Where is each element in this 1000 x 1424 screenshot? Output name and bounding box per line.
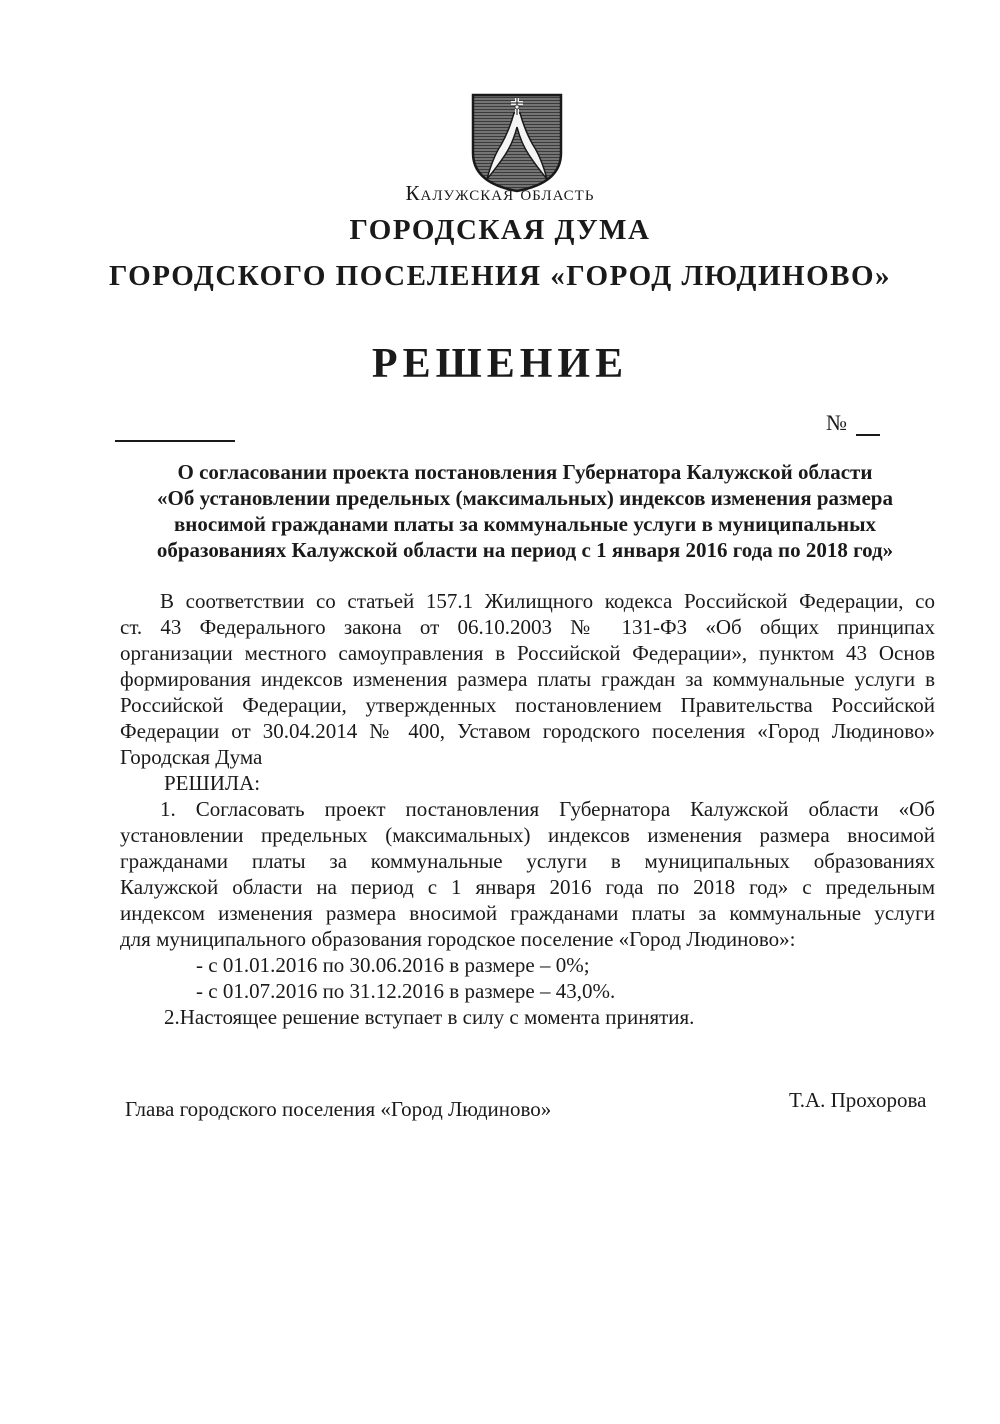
subject-line: образованиях Калужской области на период с 1 января 2016 года по 2018 год»: [156, 538, 894, 562]
council-municipality: ГОРОДСКОГО ПОСЕЛЕНИЯ «ГОРОД ЛЮДИНОВО»: [108, 260, 892, 292]
item1-line: гражданами платы за коммунальные услуги в муниципальных образованиях: [120, 849, 935, 873]
region-name: Калужская область: [405, 181, 595, 205]
subject-line: О согласовании проекта постановления Губернатора Калужской области: [177, 460, 873, 484]
period-line: - с 01.07.2016 по 31.12.2016 в размере – 43,0%.: [196, 979, 616, 1003]
preamble-line: В соответствии со статьей 157.1 Жилищного кодекса Российской Федерации, со: [160, 589, 935, 613]
number-label: №: [826, 410, 847, 435]
item1-line: для муниципального образования городское поселение «Город Людиново»:: [120, 927, 796, 951]
coat-of-arms-icon: [471, 93, 563, 193]
date-blank-line: [115, 440, 235, 442]
council-title: ГОРОДСКАЯ ДУМА: [349, 214, 651, 246]
period-line: - с 01.01.2016 по 30.06.2016 в размере – 0%;: [196, 953, 590, 977]
document-type-title: РЕШЕНИЕ: [371, 341, 629, 387]
item1-line: установлении предельных (максимальных) индексов изменения размера вносимой: [120, 823, 935, 847]
item1-line: Калужской области на период с 1 января 2016 года по 2018 год» с предельным: [120, 875, 935, 899]
resolved-label: РЕШИЛА:: [164, 771, 261, 795]
item1-line: индексом изменения размера вносимой гражданами платы за коммунальные услуги: [120, 901, 935, 925]
preamble-line: Российской Федерации, утвержденных постановлением Правительства Российской: [120, 693, 935, 717]
item1-line: 1. Согласовать проект постановления Губернатора Калужской области «Об: [160, 797, 935, 821]
subject-line: вносимой гражданами платы за коммунальные услуги в муниципальных: [173, 512, 877, 536]
decision-body: [120, 588, 935, 1030]
preamble-line: Федерации от 30.04.2014 № 400, Уставом городского поселения «Город Людиново»: [120, 719, 935, 743]
preamble-line: ст. 43 Федерального закона от 06.10.2003 № 131-ФЗ «Об общих принципах: [120, 615, 935, 639]
subject-line: «Об установлении предельных (максимальных) индексов изменения размера: [157, 486, 893, 510]
signatory-position: Глава городского поселения «Город Людиново»: [125, 1097, 552, 1121]
preamble-line: Городская Дума: [120, 745, 263, 769]
preamble-line: организации местного самоуправления в Российской Федерации», пунктом 43 Основ: [120, 641, 935, 665]
signatory-name: Т.А. Прохорова: [789, 1088, 927, 1112]
preamble-line: формирования индексов изменения размера платы граждан за коммунальные услуги в: [120, 667, 935, 691]
item2-line: 2.Настоящее решение вступает в силу с момента принятия.: [164, 1005, 695, 1029]
decision-subject: [110, 459, 940, 563]
number-blank-line: [856, 434, 880, 436]
